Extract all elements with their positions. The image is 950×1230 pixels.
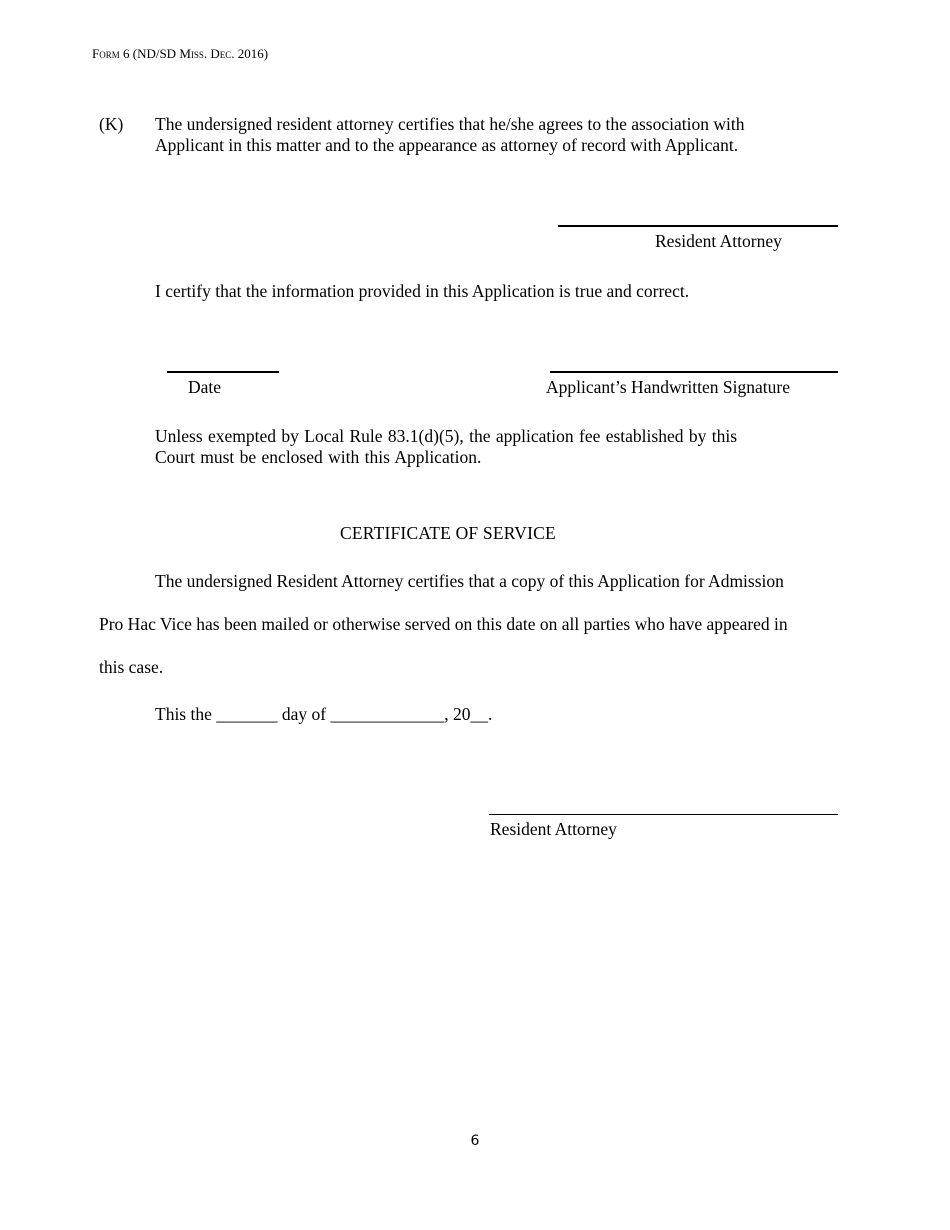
certificate-of-service-title: CERTIFICATE OF SERVICE [340, 523, 556, 543]
service-date-line[interactable]: This the _______ day of _____________, 20__. [155, 704, 493, 724]
form-label: Form 6 (ND/SD Miss. Dec. 2016) [92, 46, 269, 61]
section-k-label: (K) [99, 114, 124, 134]
applicant-signature-line[interactable] [550, 371, 838, 373]
cos-line-1: The undersigned Resident Attorney certifies that a copy of this Application for Admission [155, 571, 784, 591]
resident-attorney-label-top: Resident Attorney [655, 231, 782, 251]
date-label: Date [188, 377, 222, 397]
resident-attorney-label-bottom: Resident Attorney [490, 819, 617, 839]
section-k-line-2: Applicant in this matter and to the appearance as attorney of record with Applicant. [155, 135, 739, 155]
resident-attorney-signature-line-bottom[interactable] [489, 814, 838, 815]
date-signature-line[interactable] [167, 371, 279, 373]
form-header [92, 46, 268, 62]
cos-line-2: Pro Hac Vice has been mailed or otherwise served on this date on all parties who have appeared in [99, 614, 788, 634]
fee-notice-line-2: Court must be enclosed with this Application. [155, 447, 482, 467]
section-k-line-1: The undersigned resident attorney certifies that he/she agrees to the association with [155, 114, 745, 134]
cos-line-3: this case. [99, 657, 164, 677]
resident-attorney-signature-line-top[interactable] [558, 225, 838, 227]
section-k-text [155, 114, 815, 156]
fee-notice [155, 426, 805, 468]
applicant-signature-label: Applicant’s Handwritten Signature [546, 377, 790, 397]
page-number: 6 [470, 1133, 480, 1149]
fee-notice-line-1: Unless exempted by Local Rule 83.1(d)(5), the application fee established by this [155, 426, 738, 446]
certify-statement: I certify that the information provided in this Application is true and correct. [155, 281, 690, 301]
